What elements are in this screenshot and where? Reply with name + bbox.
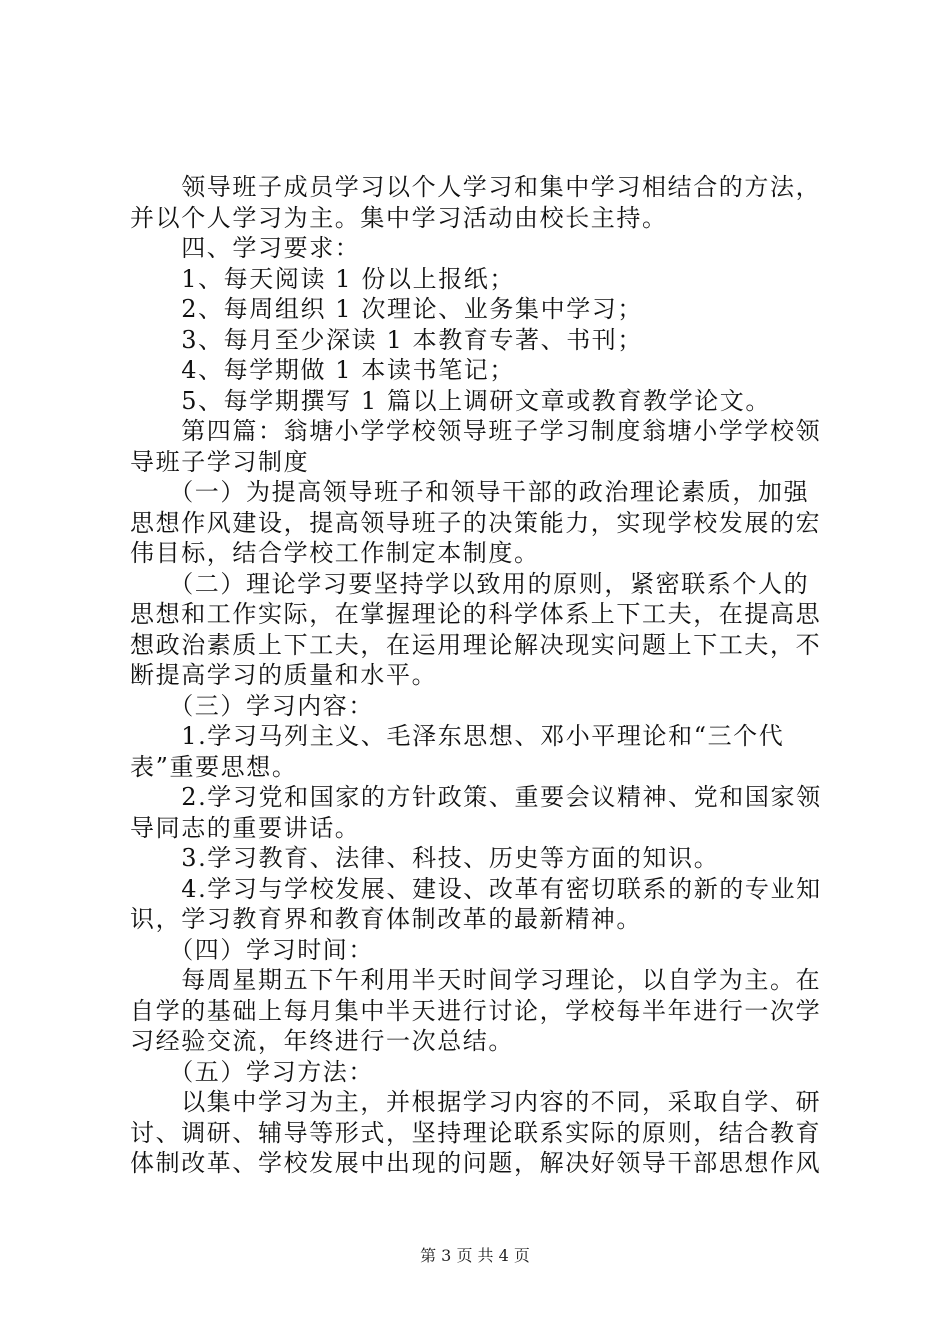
text-line: 四、学习要求： bbox=[130, 234, 361, 262]
document-body bbox=[130, 172, 826, 1179]
text-line: 导同志的重要讲话。 bbox=[130, 813, 361, 842]
text-line: 体制改革、学校发展中出现的问题，解决好领导干部思想作风 bbox=[130, 1149, 822, 1177]
text-line: （五）学习方法： bbox=[130, 1057, 374, 1086]
text-line: 思想作风建设，提高领导班子的决策能力，实现学校发展的宏 bbox=[130, 508, 822, 537]
text-line: 3.学习教育、法律、科技、历史等方面的知识。 bbox=[130, 844, 720, 872]
text-line: 表”重要思想。 bbox=[130, 752, 298, 781]
text-line: 伟目标，结合学校工作制定本制度。 bbox=[130, 539, 540, 567]
text-line: 1、每天阅读 1 份以上报纸； bbox=[130, 264, 515, 293]
text-line: 3、每月至少深读 1 本教育专著、书刊； bbox=[130, 325, 643, 354]
text-line: 识，学习教育界和教育体制改革的最新精神。 bbox=[130, 905, 642, 933]
text-line: 第四篇：翁塘小学学校领导班子学习制度翁塘小学学校领 bbox=[130, 417, 822, 445]
text-line: 导班子学习制度 bbox=[130, 447, 310, 476]
text-line: （二）理论学习要坚持学以致用的原则，紧密联系个人的 bbox=[130, 569, 810, 598]
text-line: 4.学习与学校发展、建设、改革有密切联系的新的专业知 bbox=[130, 874, 822, 903]
text-line: 并以个人学习为主。集中学习活动由校长主持。 bbox=[130, 203, 668, 232]
text-line: （四）学习时间： bbox=[130, 935, 374, 964]
text-line: 每周星期五下午利用半天时间学习理论，以自学为主。在 bbox=[130, 966, 822, 994]
text-line: 领导班子成员学习以个人学习和集中学习相结合的方法， bbox=[130, 173, 822, 201]
text-line: 2、每周组织 1 次理论、业务集中学习； bbox=[130, 295, 643, 323]
text-line: 5、每学期撰写 1 篇以上调研文章或教育教学论文。 bbox=[130, 386, 771, 415]
text-line: 断提高学习的质量和水平。 bbox=[130, 661, 438, 689]
text-line: 2.学习党和国家的方针政策、重要会议精神、党和国家领 bbox=[130, 783, 822, 811]
text-line: （三）学习内容： bbox=[130, 691, 374, 720]
text-line: 4、每学期做 1 本读书笔记； bbox=[130, 356, 515, 384]
text-line: 习经验交流，年终进行一次总结。 bbox=[130, 1027, 514, 1055]
text-line: 自学的基础上每月集中半天进行讨论，学校每半年进行一次学 bbox=[130, 996, 822, 1025]
text-line: 以集中学习为主，并根据学习内容的不同，采取自学、研 bbox=[130, 1088, 822, 1116]
text-line: 讨、调研、辅导等形式，坚持理论联系实际的原则，结合教育 bbox=[130, 1118, 822, 1147]
text-line: 思想和工作实际，在掌握理论的科学体系上下工夫，在提高思 bbox=[130, 600, 822, 628]
page-footer: 第 3 页 共 4 页 bbox=[420, 1246, 530, 1265]
text-line: 1.学习马列主义、毛泽东思想、邓小平理论和“三个代 bbox=[130, 722, 785, 750]
text-line: 想政治素质上下工夫，在运用理论解决现实问题上下工夫，不 bbox=[130, 630, 822, 659]
text-line: （一）为提高领导班子和领导干部的政治理论素质，加强 bbox=[130, 478, 810, 506]
